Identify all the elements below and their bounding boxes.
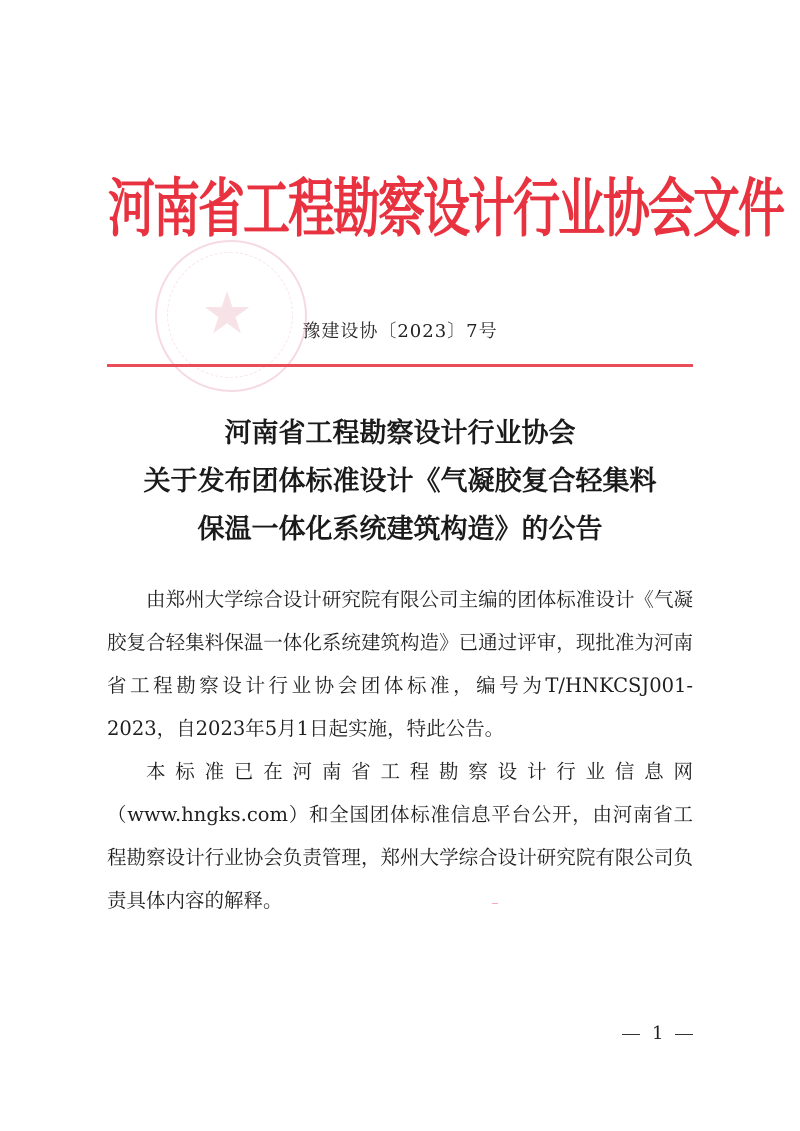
page-dash-right xyxy=(675,1034,693,1035)
body-paragraph-2: 本标准已在河南省工程勘察设计行业信息网（www.hngks.com）和全国团体标准信息平台公开，由河南省工程勘察设计行业协会负责管理，郑州大学综合设计研究院有限公司负责具体内容的解释。 xyxy=(107,760,693,912)
page-dash-left xyxy=(622,1034,640,1035)
title-line-3: 保温一体化系统建筑构造》的公告 xyxy=(197,514,603,545)
title-line-1: 河南省工程勘察设计行业协会 xyxy=(224,418,576,449)
scan-artifact xyxy=(492,903,498,904)
red-divider xyxy=(107,364,693,367)
page-number xyxy=(622,1022,693,1046)
issuer-header: 河南省工程勘察设计行业协会文件 xyxy=(108,172,783,247)
body-paragraph-1: 由郑州大学综合设计研究院有限公司主编的团体标准设计《气凝胶复合轻集料保温一体化系统建筑构造》已通过评审，现批准为河南省工程勘察设计行业协会团体标准，编号为T/HNKCSJ001-2023，自2023年5月1日起实施，特此公告。 xyxy=(107,588,693,740)
title-line-2: 关于发布团体标准设计《气凝胶复合轻集料 xyxy=(143,466,657,497)
document-number: 豫建设协〔2023〕7号 xyxy=(302,321,498,342)
announcement-body xyxy=(107,578,693,922)
announcement-title xyxy=(100,410,700,554)
official-seal-icon xyxy=(155,240,307,392)
page-number-value: 1 xyxy=(652,1023,664,1044)
star-icon: ★ xyxy=(201,279,253,347)
